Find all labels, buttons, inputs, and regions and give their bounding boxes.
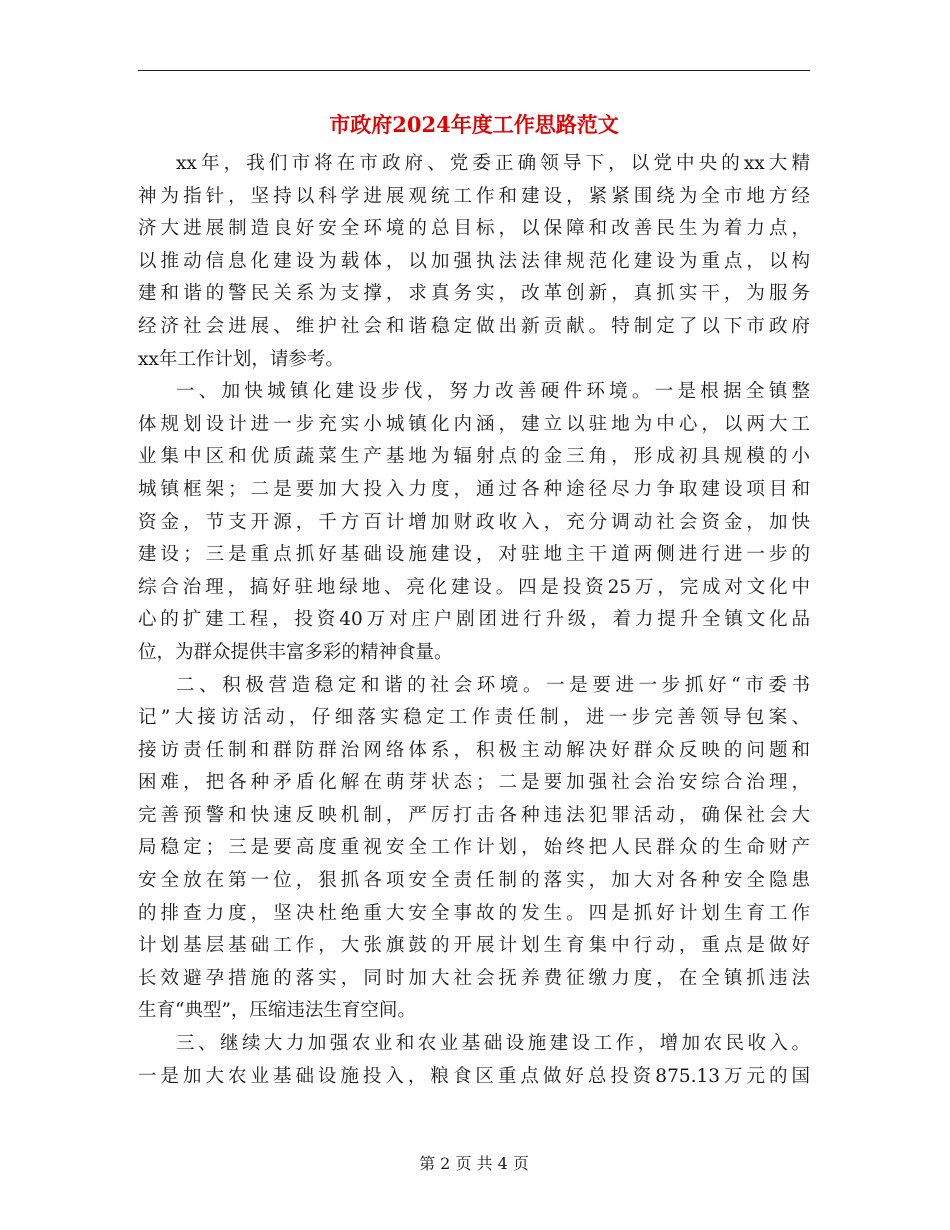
text-line: 综合治理，搞好驻地绿地、亮化建设。四是投资25万，完成对文化中 <box>138 576 810 598</box>
text-line: 经济社会进展、维护社会和谐稳定做出新贡献。特制定了以下市政府 <box>138 315 810 337</box>
text-line: 城镇框架；二是要加大投入力度，通过各种途径尽力争取建设项目和 <box>138 478 810 500</box>
header-rule <box>138 70 810 71</box>
text-line: 建和谐的警民关系为支撑，求真务实，改革创新，真抓实干，为服务 <box>138 283 810 305</box>
text-line: 资金，节支开源，千方百计增加财政收入，充分调动社会资金，加快 <box>138 511 810 533</box>
page-number-footer: 第 2 页 共 4 页 <box>419 1154 529 1173</box>
text-line: 位，为群众提供丰富多彩的精神食量。 <box>138 641 453 663</box>
text-line: 心的扩建工程，投资40万对庄户剧团进行升级，着力提升全镇文化品 <box>138 609 810 631</box>
text-line: 业集中区和优质蔬菜生产基地为辐射点的金三角，形成初具规模的小 <box>138 446 810 468</box>
text-line: 神为指针，坚持以科学进展观统工作和建设，紧紧围绕为全市地方经 <box>138 185 810 207</box>
text-line: 困难，把各种矛盾化解在萌芽状态；二是要加强社会治安综合治理， <box>138 772 810 794</box>
text-line: 接访责任制和群防群治网络体系，积极主动解决好群众反映的问题和 <box>138 739 810 761</box>
text-line: 记”大接访活动，仔细落实稳定工作责任制，进一步完善领导包案、 <box>138 707 810 729</box>
text-line: 二、积极营造稳定和谐的社会环境。一是要进一步抓好“市委书 <box>176 674 810 696</box>
text-line: xx年，我们市将在市政府、党委正确领导下，以党中央的xx大精 <box>176 153 810 174</box>
text-line: 完善预警和快速反映机制，严厉打击各种违法犯罪活动，确保社会大 <box>138 804 810 826</box>
text-line: 一是加大农业基础设施投入，粮食区重点做好总投资875.13万元的国 <box>138 1065 810 1087</box>
document-body <box>138 148 810 1093</box>
text-line: 济大进展制造良好安全环境的总目标，以保障和改善民生为着力点， <box>138 218 810 240</box>
text-line: 安全放在第一位，狠抓各项安全责任制的落实，加大对各种安全隐患 <box>138 870 810 892</box>
text-line: 三、继续大力加强农业和农业基础设施建设工作，增加农民收入。 <box>176 1033 810 1055</box>
text-line: 的排查力度，坚决杜绝重大安全事故的发生。四是抓好计划生育工作 <box>138 902 810 924</box>
text-line: xx年工作计划，请参考。 <box>138 348 344 370</box>
text-line: 计划基层基础工作，大张旗鼓的开展计划生育集中行动，重点是做好 <box>138 935 810 957</box>
text-line: 一、加快城镇化建设步伐，努力改善硬件环境。一是根据全镇整 <box>176 381 810 403</box>
text-line: 建设；三是重点抓好基础设施建设，对驻地主干道两侧进行进一步的 <box>138 544 810 566</box>
text-line: 体规划设计进一步充实小城镇化内涵，建立以驻地为中心，以两大工 <box>138 413 810 435</box>
text-line: 生育“典型”，压缩违法生育空间。 <box>138 1000 416 1022</box>
text-line: 以推动信息化建设为载体，以加强执法法律规范化建设为重点，以构 <box>138 250 810 272</box>
text-line: 长效避孕措施的落实，同时加大社会抚养费征缴力度，在全镇抓违法 <box>138 967 810 989</box>
document-title: 市政府2024年度工作思路范文 <box>329 112 619 137</box>
text-line: 局稳定；三是要高度重视安全工作计划，始终把人民群众的生命财产 <box>138 837 810 859</box>
